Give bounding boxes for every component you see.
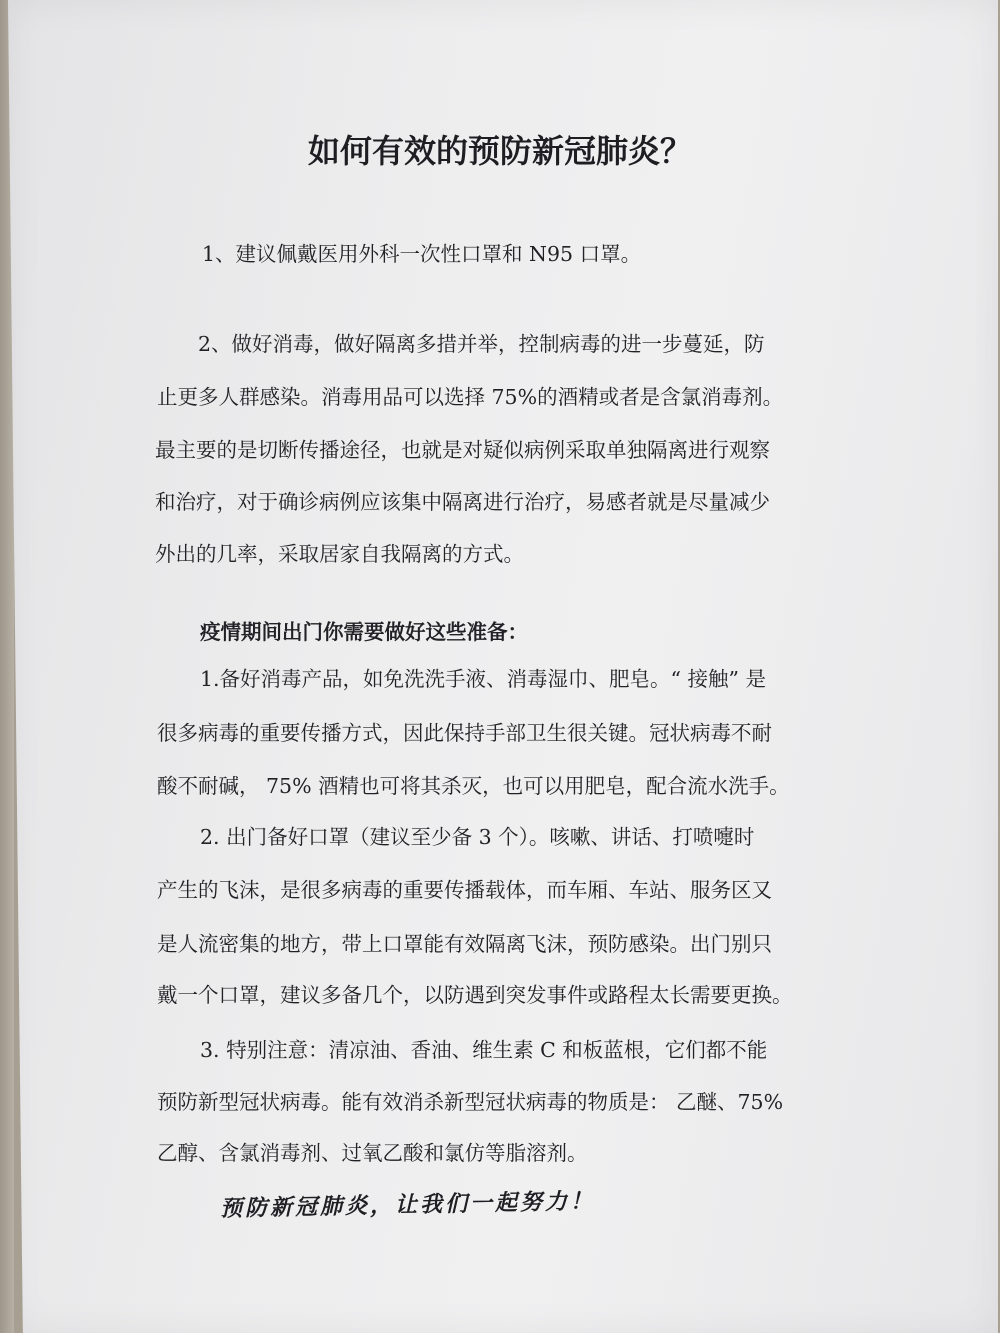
prep-3-line-2: 预防新型冠状病毒。能有效消杀新型冠状病毒的物质是： 乙醚、75% (157, 1090, 784, 1114)
item-1-line: 1、建议佩戴医用外科一次性口罩和 N95 口罩。 (202, 242, 642, 266)
item-2-line-1: 2、做好消毒，做好隔离多措并举，控制病毒的进一步蔓延，防 (198, 332, 765, 356)
item-2-line-3: 最主要的是切断传播途径，也就是对疑似病例采取单独隔离进行观察 (155, 438, 770, 462)
prep-1-line-3: 酸不耐碱， 75% 酒精也可将其杀灭，也可以用肥皂，配合流水洗手。 (157, 774, 790, 798)
prep-3-line-3: 乙醇、含氯消毒剂、过氧乙酸和氯仿等脂溶剂。 (157, 1141, 588, 1165)
prep-2-line-4: 戴一个口罩，建议多备几个，以防遇到突发事件或路程太长需要更换。 (157, 983, 793, 1007)
prep-2-line-2: 产生的飞沫，是很多病毒的重要传播载体，而车厢、车站、服务区又 (157, 878, 772, 902)
prep-1-line-1: 1.备好消毒产品，如免洗洗手液、消毒湿巾、肥皂。“ 接触” 是 (200, 667, 767, 691)
prep-2-line-3: 是人流密集的地方，带上口罩能有效隔离飞沫，预防感染。出门别只 (157, 932, 772, 956)
prep-3-line-1: 3. 特别注意：清凉油、香油、维生素 C 和板蓝根，它们都不能 (200, 1038, 768, 1062)
closing-slogan: 预防新冠肺炎，让我们一起努力！ (219, 1188, 596, 1222)
item-2-line-2: 止更多人群感染。消毒用品可以选择 75%的酒精或者是含氯消毒剂。 (157, 385, 784, 409)
item-2-line-4: 和治疗，对于确诊病例应该集中隔离进行治疗，易感者就是尽量减少 (155, 490, 770, 514)
item-2-line-5: 外出的几率，采取居家自我隔离的方式。 (155, 542, 524, 566)
prep-2-line-1: 2. 出门备好口罩（建议至少备 3 个）。咳嗽、讲话、打喷嚏时 (200, 825, 755, 849)
prep-1-line-2: 很多病毒的重要传播方式，因此保持手部卫生很关键。冠状病毒不耐 (157, 721, 772, 745)
document-title: 如何有效的预防新冠肺炎？ (307, 132, 692, 170)
section-heading: 疫情期间出门你需要做好这些准备： (200, 620, 528, 644)
